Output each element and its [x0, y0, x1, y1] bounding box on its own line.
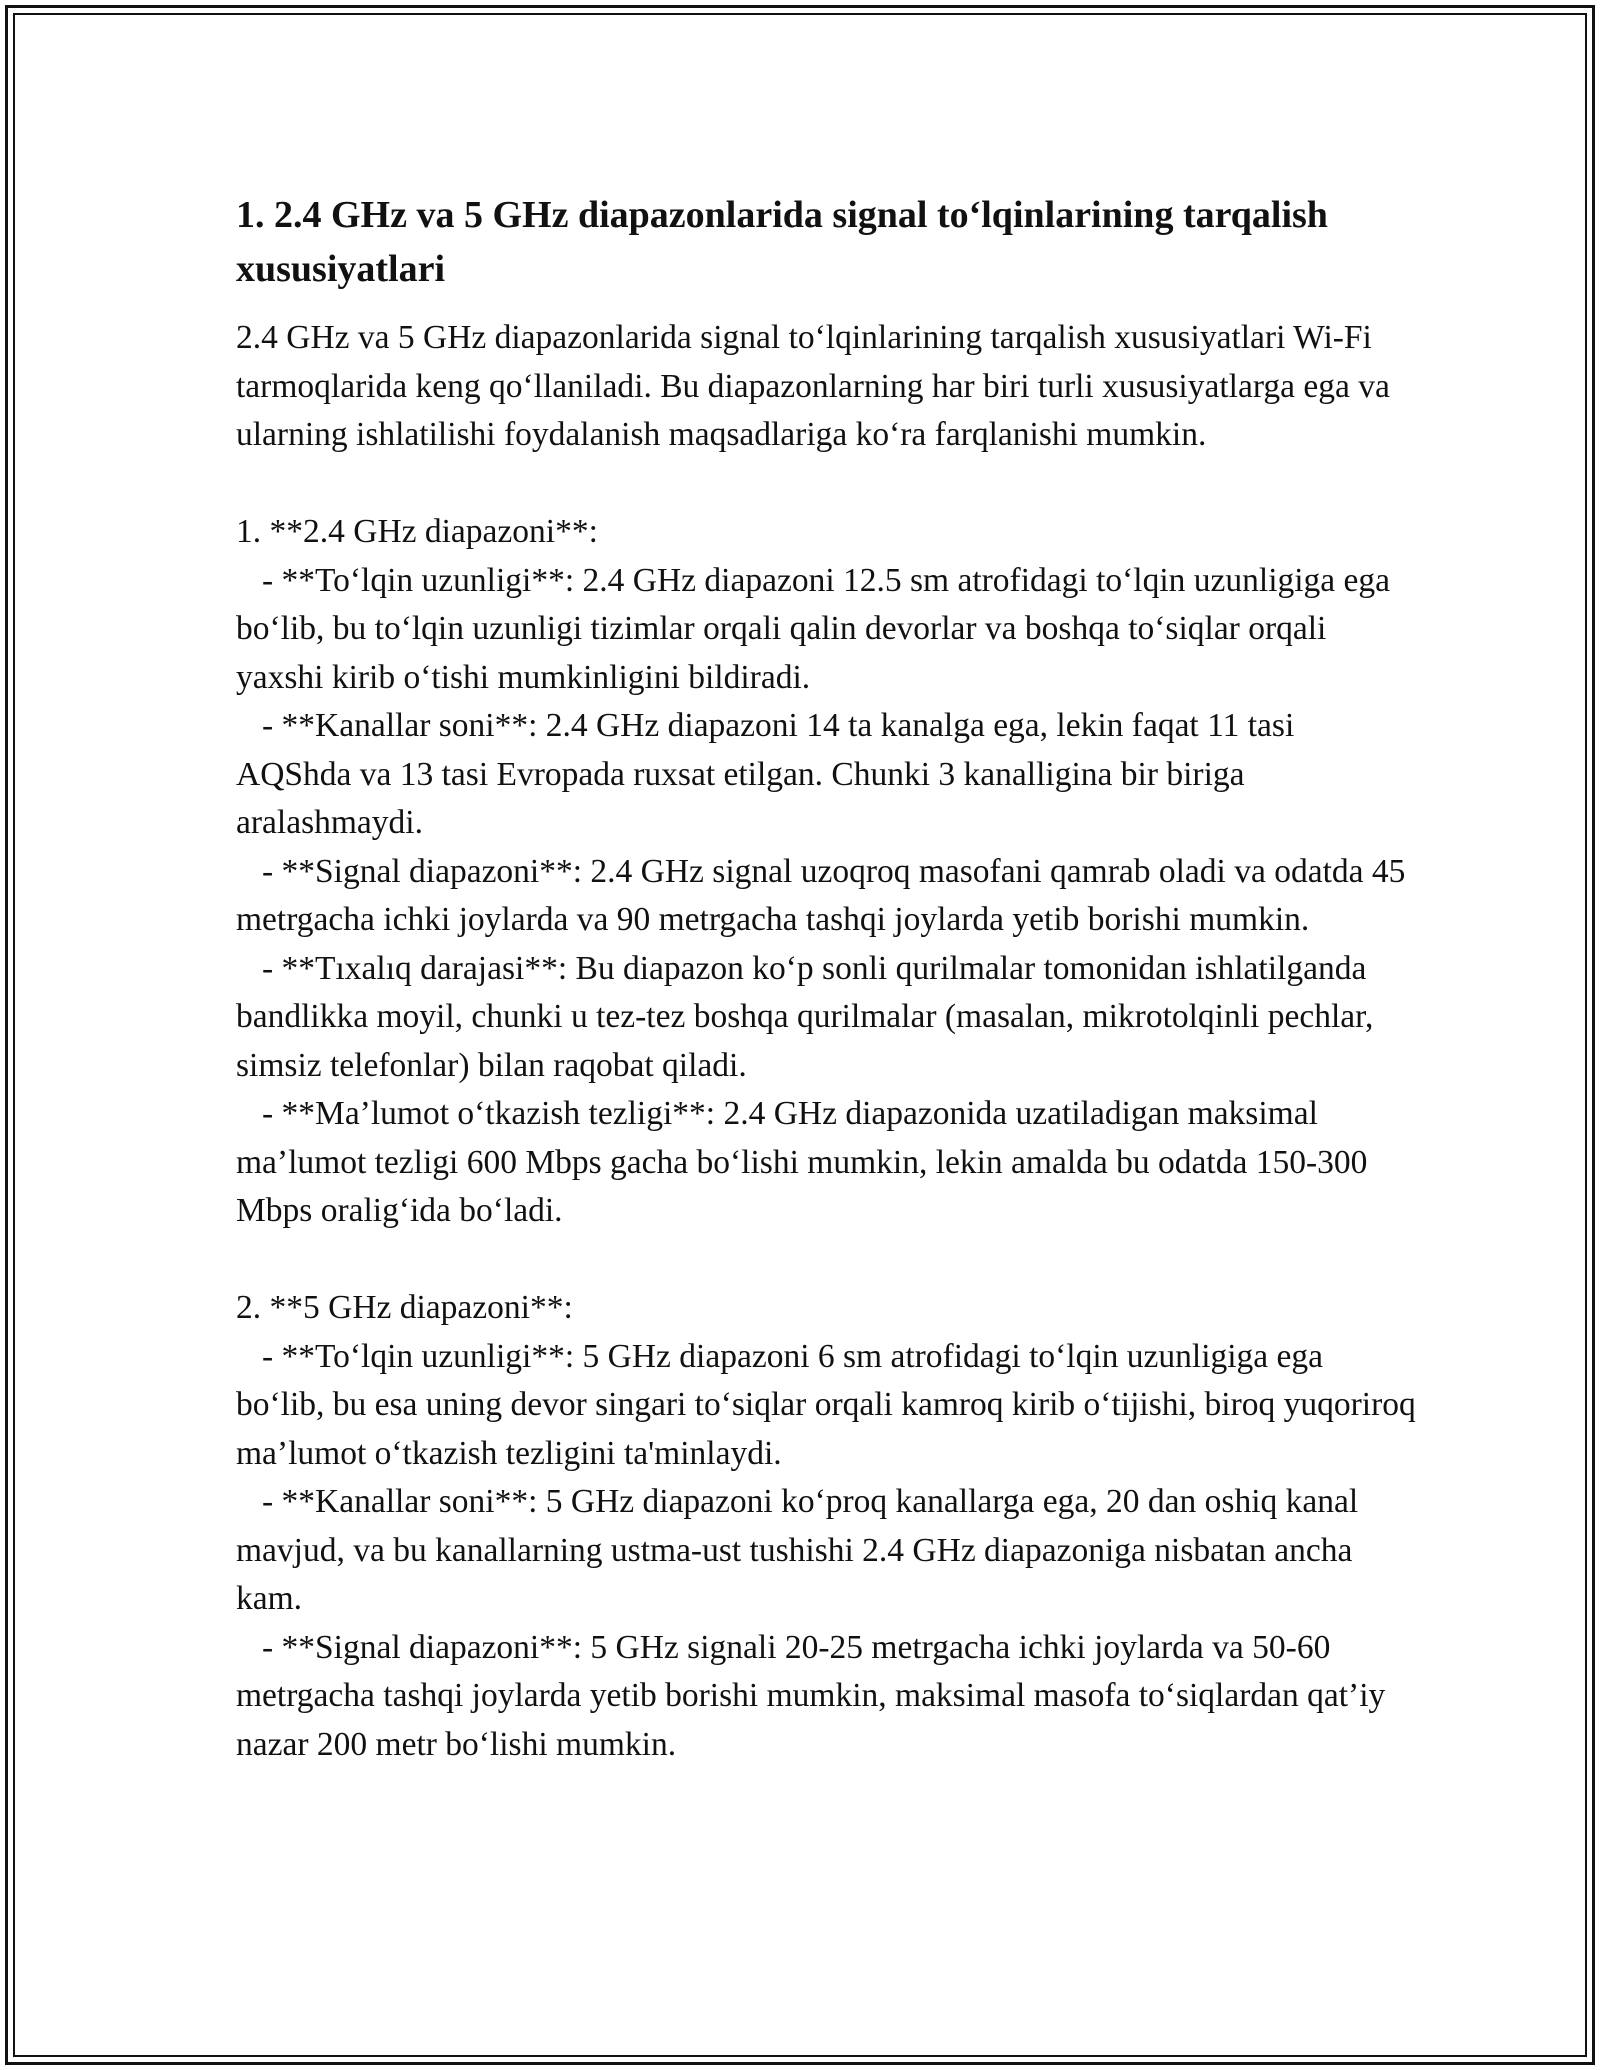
list-item-text: - **Signal diapazoni**: 5 GHz signali 20-25 metrgacha ichki joylarda va 50-60 metrgacha tashqi joylarda yetib borishi mumkin, maksimal masofa to‘siqlardan qat’iy nazar 200 metr bo‘lishi mumkin. — [236, 1628, 1386, 1763]
list-item-text: - **Ma’lumot o‘tkazish tezligi**: 2.4 GHz diapazonida uzatiladigan maksimal ma’lumot tezligi 600 Mbps gacha bo‘lishi mumkin, lekin amalda bu odatda 150-300 Mbps oralig‘ida bo‘ladi. — [236, 1095, 1368, 1229]
section-heading-5ghz: 2. **5 GHz diapazoni**: — [236, 1289, 573, 1326]
list-item-text: - **Kanallar soni**: 2.4 GHz diapazoni 14 ta kanalga ega, lekin faqat 11 tasi AQShda va 13 tasi Evropada ruxsat etilgan. Chunki 3 kanalligina bir biriga aralashmaydi. — [236, 707, 1295, 841]
list-item-text: - **Signal diapazoni**: 2.4 GHz signal uzoqroq masofani qamrab oladi va odatda 45 metrgacha ichki joylarda va 90 metrgacha tashqi joylarda yetib borishi mumkin. — [236, 852, 1406, 938]
document-body — [236, 314, 1416, 1769]
document-content — [236, 188, 1416, 1769]
document-title: 1. 2.4 GHz va 5 GHz diapazonlarida signal to‘lqinlarining tarqalish xususiyatlari — [236, 194, 1328, 290]
list-item-channels-5ghz — [236, 1478, 1416, 1624]
list-item-data-rate-2-4ghz — [236, 1090, 1416, 1236]
list-item-text: - **To‘lqin uzunligi**: 5 GHz diapazoni 6 sm atrofidagi to‘lqin uzunligiga ega bo‘lib, bu esa uning devor singari to‘siqlar orqali kamroq kirib o‘tijishi, biroq yuqoriroq ma’lumot o‘tkazish tezligini ta'minlaydi. — [236, 1337, 1416, 1472]
list-item-wavelength-2-4ghz — [236, 557, 1416, 703]
list-item-congestion-2-4ghz — [236, 945, 1416, 1091]
list-item-signal-range-2-4ghz — [236, 848, 1416, 945]
intro-paragraph: 2.4 GHz va 5 GHz diapazonlarida signal to‘lqinlarining tarqalish xususiyatlari Wi-Fi tarmoqlarida keng qo‘llaniladi. Bu diapazonlarning har biri turli xususiyatlarga ega va ularning ishlatilishi foydalanish maqsadlariga ko‘ra farqlanishi mumkin. — [236, 319, 1390, 453]
section-heading-2-4ghz: 1. **2.4 GHz diapazoni**: — [236, 513, 598, 550]
paragraph-gap — [236, 1236, 1416, 1285]
list-item-text: - **Tıxalıq darajasi**: Bu diapazon ko‘p sonli qurilmalar tomonidan ishlatilganda bandlikka moyil, chunki u tez-tez boshqa qurilmalar (masalan, mikrotolqinli pechlar, simsiz telefonlar) bilan raqobat qiladi. — [236, 949, 1374, 1084]
list-item-wavelength-5ghz — [236, 1333, 1416, 1479]
paragraph-gap — [236, 460, 1416, 509]
list-item-text: - **Kanallar soni**: 5 GHz diapazoni ko‘proq kanallarga ega, 20 dan oshiq kanal mavjud, va bu kanallarning ustma-ust tushishi 2.4 GHz diapazoniga nisbatan ancha kam. — [236, 1483, 1359, 1617]
list-item-channels-2-4ghz — [236, 702, 1416, 848]
list-item-signal-range-5ghz — [236, 1624, 1416, 1770]
list-item-text: - **To‘lqin uzunligi**: 2.4 GHz diapazoni 12.5 sm atrofidagi to‘lqin uzunligiga ega bo‘lib, bu to‘lqin uzunligi tizimlar orqali qalin devorlar va boshqa to‘siqlar orqali yaxshi kirib o‘tishi mumkinligini bildiradi. — [236, 561, 1391, 696]
